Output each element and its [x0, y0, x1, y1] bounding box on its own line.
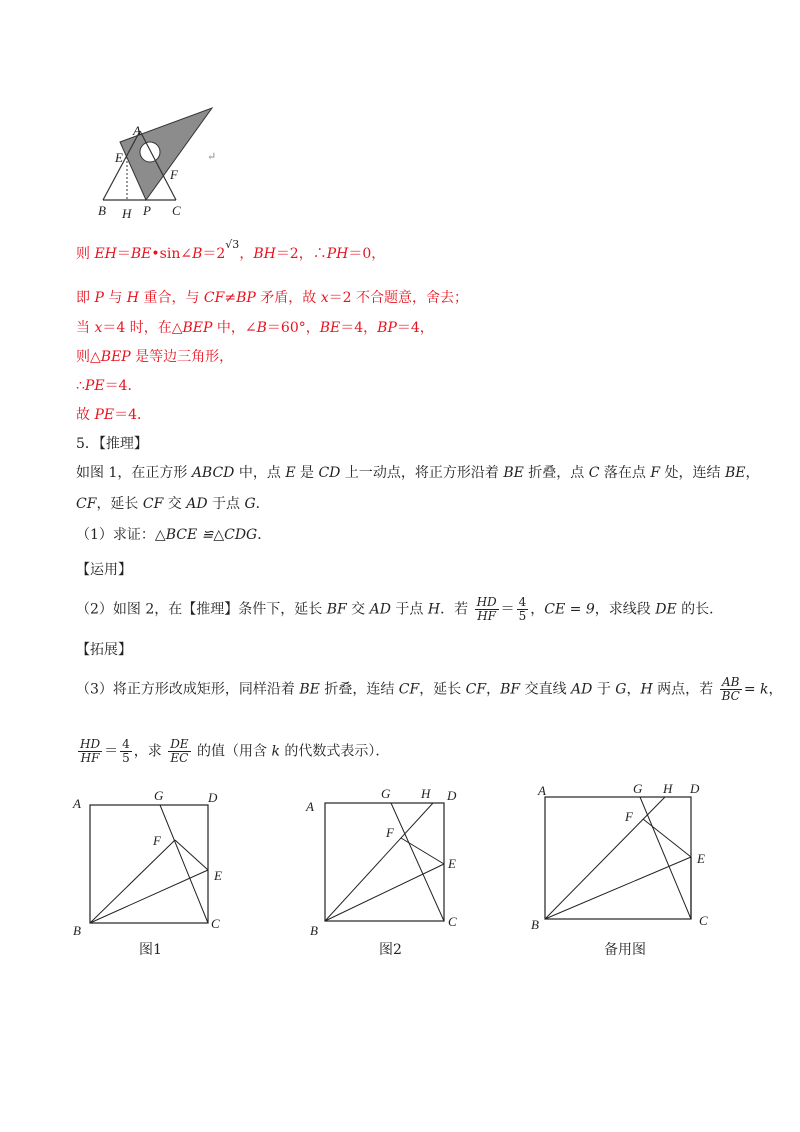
segment-be [90, 870, 208, 923]
label-p: P [143, 203, 151, 218]
label-b: B [73, 923, 81, 938]
question-3-part-2: $\frac{HD}{HF}$ ＝ $\frac{4}{5}$ ，求 $\frac{DE}{EC}$ 的值（用含 k 的代数式表示）． [80, 737, 390, 765]
label-b: B [310, 923, 318, 938]
caption-figure-1: 图1 [139, 942, 162, 958]
section-extend: 【拓展】 [76, 642, 132, 658]
label-d: D [690, 781, 700, 796]
question-1: （1）求证：△BCE ≌△CDG． [76, 527, 272, 543]
top-figure [88, 100, 248, 225]
question-2: （2）如图 2，在【推理】条件下，延长 BF 交 AD 于点 H．若 $\frac{HD}{HF}$ ＝ $\frac{4}{5}$ ，CE = 9，求线段 DE 的长． [76, 595, 724, 623]
label-d: D [447, 788, 457, 803]
problem-intro-2: CF，延长 CF 交 AD 于点 G． [76, 496, 270, 512]
sqrt-3: √3 [225, 238, 240, 251]
segment-fe [401, 838, 444, 864]
fraction-hd-hf: $\frac{HD}{HF}$ [476, 595, 497, 623]
label-a: A [73, 796, 81, 811]
label-h: H [421, 786, 431, 801]
label-c: C [211, 916, 220, 931]
label-e: E [697, 851, 705, 866]
figure-backup [525, 775, 725, 935]
fraction-hd-hf-2: $\frac{HD}{HF}$ [80, 737, 101, 765]
label-h: H [663, 781, 673, 796]
fraction-4-5-2: $\frac{4}{5}$ [122, 737, 130, 765]
label-f: F [625, 809, 633, 824]
fraction-de-ec: $\frac{DE}{EC}$ [170, 737, 189, 765]
segment-gc [391, 803, 444, 921]
segment-gc [640, 797, 691, 919]
label-g: G [154, 790, 164, 803]
label-c: C [448, 914, 457, 929]
rectangle-outline [545, 797, 691, 919]
segment-bh [325, 803, 433, 921]
question-3-part-1: （3）将正方形改成矩形，同样沿着 BE 折叠，连结 CF，延长 CF，BF 交直线 AD 于 G，H 两点，若 $\frac{AB}{BC}$ = k， [76, 675, 783, 703]
figure-1 [65, 790, 245, 940]
label-f: F [386, 825, 394, 840]
label-a: A [538, 783, 546, 798]
fraction-4-5: $\frac{4}{5}$ [518, 595, 527, 623]
label-f: F [153, 833, 161, 848]
label-g: G [381, 786, 391, 801]
solution-line-5: ∴PE＝4． [76, 378, 142, 394]
label-c: C [699, 913, 708, 928]
gray-triangle-ruler [120, 108, 212, 200]
label-e: E [115, 150, 123, 165]
label-a: A [306, 799, 314, 814]
figure-2 [298, 786, 478, 940]
square-outline [325, 803, 444, 921]
solution-line-2: 即 P 与 H 重合，与 CF≠BP 矛盾，故 x＝2 不合题意，舍去； [76, 290, 468, 306]
segment-bf [90, 840, 175, 923]
solution-line-4: 则△BEP 是等边三角形， [76, 349, 234, 365]
return-mark: ↵ [207, 150, 217, 163]
caption-figure-2: 图2 [379, 942, 402, 958]
label-a: A [133, 123, 141, 138]
problem-number: 5．【推理】 [76, 436, 148, 452]
label-f: F [170, 167, 178, 182]
section-apply: 【运用】 [76, 562, 132, 578]
label-b: B [98, 203, 106, 218]
ruler-hole [140, 142, 160, 162]
caption-figure-backup: 备用图 [604, 942, 646, 958]
label-d: D [208, 790, 218, 805]
problem-intro-1: 如图 1，在正方形 ABCD 中，点 E 是 CD 上一动点，将正方形沿着 BE 折叠，点 C 落在点 F 处，连结 BE， [76, 465, 760, 481]
segment-be [325, 864, 444, 921]
segment-bh [545, 797, 665, 919]
label-g: G [633, 781, 643, 796]
solution-line-3: 当 x＝4 时，在△BEP 中，∠B＝60°，BE＝4，BP＝4， [76, 320, 434, 336]
fraction-ab-bc: $\frac{AB}{BC}$ [721, 675, 740, 703]
label-e: E [214, 868, 222, 883]
label-h: H [122, 206, 132, 221]
solution-line-1: 则 $EH=BE•\sin\angle B=2^{√3}$，BH＝2，∴PH＝0， [76, 238, 386, 262]
segment-fe [643, 819, 691, 857]
label-e: E [448, 856, 456, 871]
label-b: B [531, 917, 539, 932]
solution-line-6: 故 PE＝4． [76, 407, 152, 423]
label-c: C [172, 203, 181, 218]
